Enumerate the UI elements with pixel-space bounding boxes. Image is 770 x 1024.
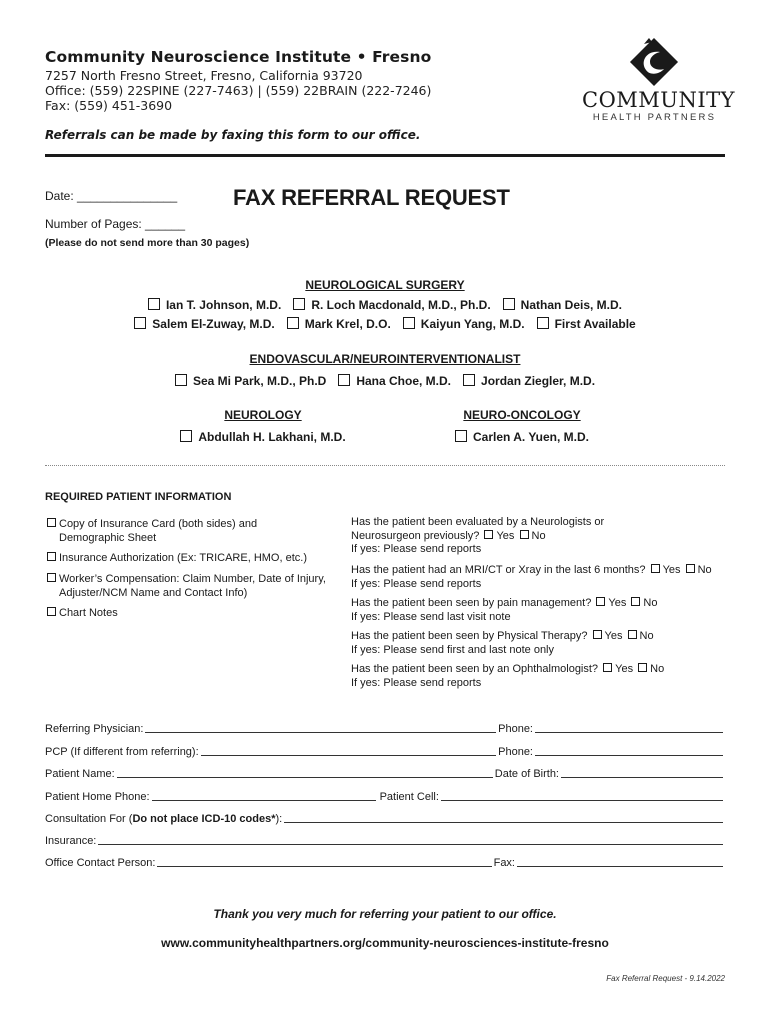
required-item[interactable]: Copy of Insurance Card (both sides) and Demographic Sheet — [45, 517, 335, 545]
physician-option[interactable]: Salem El-Zuway, M.D. — [134, 317, 274, 331]
phones-row — [45, 790, 725, 803]
referring-row — [45, 722, 725, 735]
physician-option[interactable]: Carlen A. Yuen, M.D. — [455, 430, 589, 444]
question-block: Has the patient been seen by an Ophthalmologist? Yes No If yes: Please send reports — [351, 663, 665, 689]
consult-input[interactable] — [284, 812, 723, 823]
endovascular-row — [0, 374, 770, 388]
checkbox[interactable] — [47, 573, 56, 582]
checkbox-yes[interactable] — [603, 663, 612, 672]
neuro-surgery-row-2 — [0, 317, 770, 331]
fax-input[interactable] — [517, 856, 723, 867]
question-block: Has the patient had an MRI/CT or Xray in the last 6 months? Yes No If yes: Please send reports — [351, 564, 712, 590]
community-logo — [582, 36, 736, 126]
checkbox-no[interactable] — [631, 597, 640, 606]
referral-note: Referrals can be made by faxing this form to our office. — [45, 128, 421, 142]
referring-input[interactable] — [145, 722, 496, 733]
checkbox-no[interactable] — [628, 630, 637, 639]
dob-input[interactable] — [561, 767, 723, 778]
checkbox[interactable] — [287, 317, 299, 329]
checkbox[interactable] — [134, 317, 146, 329]
neuro-oncology-heading: NEURO-ONCOLOGY — [463, 408, 581, 422]
phone-label: Phone: — [498, 746, 533, 758]
date-field[interactable]: Date: _______________ — [45, 189, 178, 203]
phone-label: Phone: — [498, 723, 533, 735]
consult-label: Consultation For (Do not place ICD-10 codes*): — [45, 813, 283, 825]
checkbox[interactable] — [338, 374, 350, 386]
physician-option[interactable]: Mark Krel, D.O. — [287, 317, 391, 331]
address: 7257 North Fresno Street, Fresno, California 93720 — [45, 68, 363, 83]
checkbox[interactable] — [293, 298, 305, 310]
checkbox-yes[interactable] — [593, 630, 602, 639]
physician-option[interactable]: Hana Choe, M.D. — [338, 374, 451, 388]
question-block: Has the patient been seen by Physical Therapy? Yes No If yes: Please send first and last note only — [351, 630, 654, 656]
referring-label: Referring Physician: — [45, 723, 144, 735]
logo-wordmark: COMMUNITY — [582, 88, 736, 112]
pcp-row — [45, 745, 725, 758]
office-contact-label: Office Contact Person: — [45, 857, 156, 869]
physician-option[interactable]: R. Loch Macdonald, M.D., Ph.D. — [293, 298, 490, 312]
pages-field[interactable]: Number of Pages: ______ — [45, 217, 186, 231]
question-block: Has the patient been seen by pain management? Yes No If yes: Please send last visit note — [351, 597, 658, 623]
dob-label: Date of Birth: — [494, 768, 559, 780]
checkbox-no[interactable] — [638, 663, 647, 672]
checkbox[interactable] — [455, 430, 467, 442]
fax-label: Fax: — [493, 857, 515, 869]
thank-you-note: Thank you very much for referring your patient to our office. — [213, 907, 557, 921]
neurology-row — [148, 430, 378, 444]
physician-option[interactable]: Ian T. Johnson, M.D. — [148, 298, 281, 312]
cell-label: Patient Cell: — [379, 791, 439, 803]
checkbox[interactable] — [403, 317, 415, 329]
neuro-surgery-heading: NEUROLOGICAL SURGERY — [305, 278, 465, 292]
checkbox-yes[interactable] — [651, 564, 660, 573]
section-divider — [45, 465, 725, 466]
physician-option[interactable]: Jordan Ziegler, M.D. — [463, 374, 595, 388]
insurance-label: Insurance: — [45, 835, 97, 847]
neurology-heading: NEUROLOGY — [224, 408, 302, 422]
office-phone: Office: (559) 22SPINE (227-7463) | (559) 22BRAIN (222-7246) — [45, 83, 432, 98]
consult-row — [45, 812, 725, 825]
question-block: Has the patient been evaluated by a Neurologists or Neurosurgeon previously? Yes No If yes: Please send reports — [351, 516, 605, 555]
referring-phone-input[interactable] — [535, 722, 723, 733]
pages-note: (Please do not send more than 30 pages) — [45, 237, 250, 249]
checkbox[interactable] — [47, 607, 56, 616]
fax-number: Fax: (559) 451-3690 — [45, 98, 173, 113]
patient-name-row — [45, 767, 725, 780]
neuro-oncology-row — [407, 430, 637, 444]
physician-option[interactable]: Nathan Deis, M.D. — [503, 298, 622, 312]
checkbox[interactable] — [47, 552, 56, 561]
patient-name-input[interactable] — [117, 767, 493, 778]
checkbox[interactable] — [175, 374, 187, 386]
home-phone-label: Patient Home Phone: — [45, 791, 150, 803]
home-phone-input[interactable] — [152, 790, 376, 801]
checkbox[interactable] — [537, 317, 549, 329]
checkbox-no[interactable] — [686, 564, 695, 573]
physician-option[interactable]: First Available — [537, 317, 636, 331]
required-item[interactable]: Insurance Authorization (Ex: TRICARE, HMO, etc.) — [45, 551, 335, 565]
office-contact-row — [45, 856, 725, 869]
insurance-input[interactable] — [98, 834, 723, 845]
website-url: www.communityhealthpartners.org/community-neurosciences-institute-fresno — [161, 936, 609, 950]
community-logo-icon — [582, 36, 727, 92]
checkbox[interactable] — [463, 374, 475, 386]
header-rule — [45, 154, 725, 157]
checkbox[interactable] — [148, 298, 160, 310]
pcp-label: PCP (If different from referring): — [45, 746, 199, 758]
patient-name-label: Patient Name: — [45, 768, 115, 780]
page-title: FAX REFERRAL REQUEST — [233, 185, 510, 210]
checkbox[interactable] — [47, 518, 56, 527]
pcp-phone-input[interactable] — [535, 745, 723, 756]
neuro-surgery-row-1 — [0, 298, 770, 312]
insurance-row — [45, 834, 725, 847]
endovascular-heading: ENDOVASCULAR/NEUROINTERVENTIONALIST — [249, 352, 521, 366]
checkbox[interactable] — [180, 430, 192, 442]
physician-option[interactable]: Sea Mi Park, M.D., Ph.D — [175, 374, 326, 388]
org-name: Community Neuroscience Institute • Fresno — [45, 48, 432, 66]
required-item[interactable]: Worker’s Compensation: Claim Number, Date of Injury, Adjuster/NCM Name and Contact Info) — [45, 572, 335, 600]
form-version: Fax Referral Request - 9.14.2022 — [606, 974, 725, 983]
office-contact-input[interactable] — [157, 856, 491, 867]
checkbox-yes[interactable] — [596, 597, 605, 606]
required-item[interactable]: Chart Notes — [45, 606, 335, 620]
checkbox-yes[interactable] — [484, 530, 493, 539]
physician-option[interactable]: Kaiyun Yang, M.D. — [403, 317, 525, 331]
physician-option[interactable]: Abdullah H. Lakhani, M.D. — [180, 430, 345, 444]
pcp-input[interactable] — [201, 745, 496, 756]
logo-subtitle: HEALTH PARTNERS — [592, 112, 717, 123]
checkbox-no[interactable] — [520, 530, 529, 539]
required-info-heading: REQUIRED PATIENT INFORMATION — [45, 491, 232, 503]
cell-input[interactable] — [441, 790, 723, 801]
checkbox[interactable] — [503, 298, 515, 310]
